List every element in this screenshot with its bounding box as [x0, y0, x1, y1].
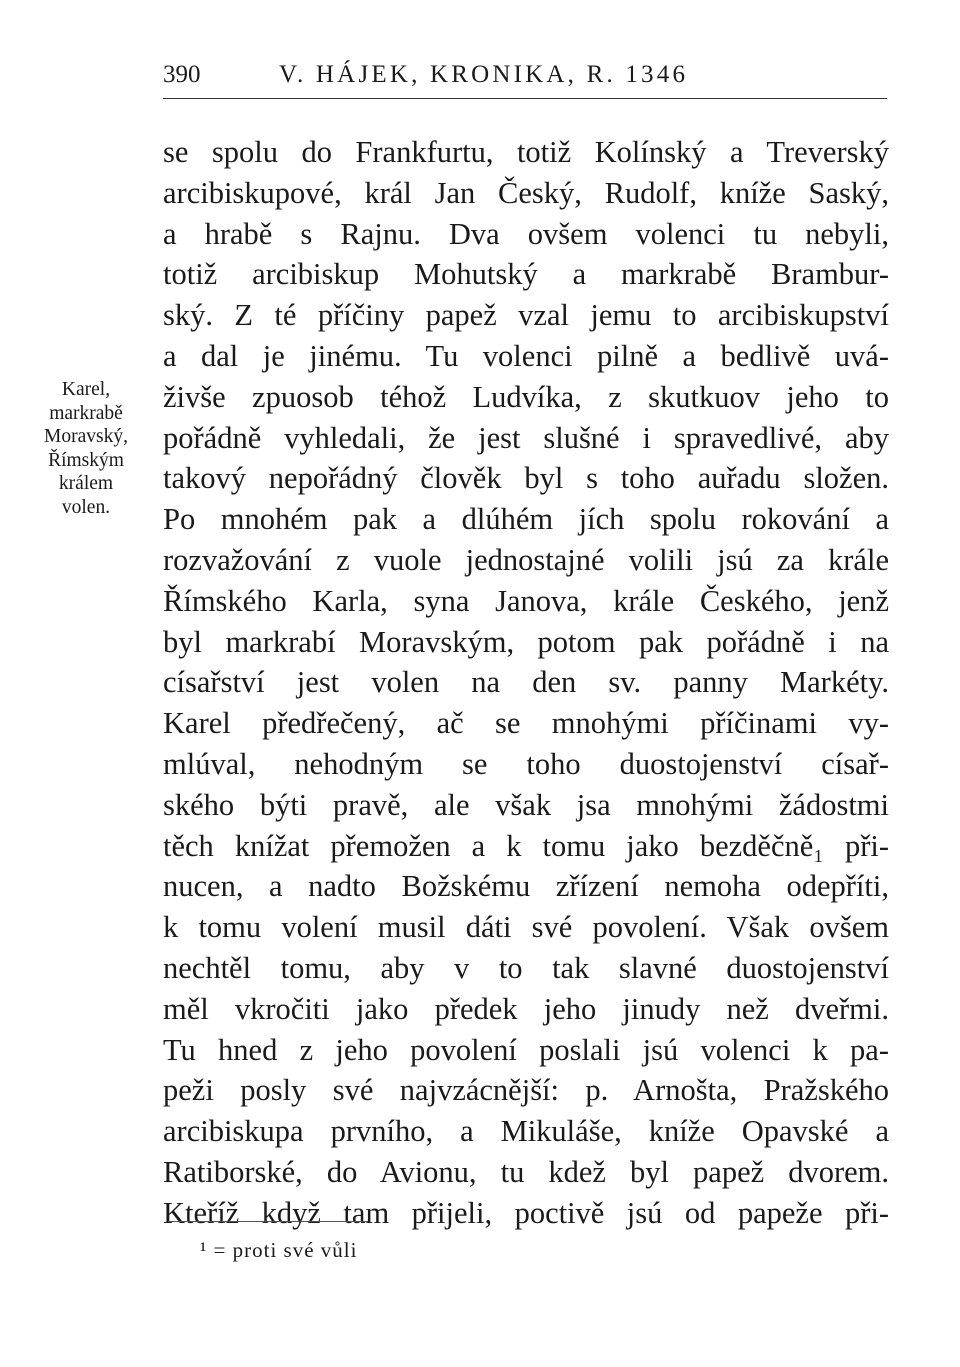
running-header — [163, 58, 887, 99]
margin-note-line: králem — [58, 473, 114, 494]
text-line: peži posly své najvzácnější: p. Arnošta, Pražského — [163, 1073, 889, 1108]
text-line: rozvažování z vuole jednostajné volili jsú za krále — [163, 542, 889, 577]
margin-note-line: volen. — [61, 496, 111, 518]
page-number: 390 — [163, 61, 201, 88]
text-line: k tomu volení musil dáti své povolení. Však ovšem — [163, 910, 889, 945]
text-line: Tu hned z jeho povolení poslali jsú volenci k pa- — [163, 1032, 889, 1067]
body-text — [163, 132, 889, 1234]
footnote: ¹ = proti své vůli — [200, 1238, 358, 1262]
footnote-divider — [168, 1221, 368, 1222]
text-line: arcibiskupové, král Jan Český, Rudolf, kníže Saský, — [163, 175, 889, 210]
text-line: mlúval, nehodným se toho duostojenství císař- — [163, 746, 889, 781]
margin-note-line: Karel, — [61, 379, 111, 400]
text-line: se spolu do Frankfurtu, totiž Kolínský a Treverský — [163, 135, 889, 169]
text-line: totiž arcibiskup Mohutský a markrabě Brambur- — [163, 257, 889, 292]
text-line: těch knížat přemožen a k tomu jako bezděčně₁ při- — [163, 828, 889, 863]
text-line: nechtěl tomu, aby v to tak slavné duostojenství — [163, 950, 889, 985]
margin-note-line: Římským — [48, 449, 124, 471]
text-line: císařství jest volen na den sv. panny Markéty. — [163, 665, 889, 700]
text-line: nucen, a nadto Božskému zřízení nemoha odepříti, — [163, 869, 889, 904]
text-line: Kteříž když tam přijeli, poctivě jsú od papeže při- — [163, 1195, 889, 1230]
text-line: živše zpuosob téhož Ludvíka, z skutkuov jeho to — [163, 379, 889, 414]
margin-note-line: Moravský, — [44, 426, 128, 447]
text-line: a hrabě s Rajnu. Dva ovšem volenci tu nebyli, — [163, 216, 889, 251]
text-line: takový nepořádný člověk byl s toho auřadu složen. — [163, 461, 889, 496]
text-line: byl markrabí Moravským, potom pak pořádně i na — [163, 624, 889, 659]
text-line: ského býti pravě, ale však jsa mnohými žádostmi — [163, 787, 889, 822]
running-title: V. HÁJEK, KRONIKA, R. 1346 — [279, 61, 689, 88]
text-line: a dal je jinému. Tu volenci pilně a bedlivě uvá- — [163, 338, 889, 373]
text-line: Římského Karla, syna Janova, krále Českého, jenž — [163, 583, 889, 618]
text-line: ský. Z té příčiny papež vzal jemu to arcibiskupství — [163, 298, 889, 333]
text-line: Po mnohém pak a dlúhém jích spolu rokování a — [163, 502, 889, 537]
text-line: arcibiskupa prvního, a Mikuláše, kníže Opavské a — [163, 1114, 889, 1149]
margin-note-line: markrabě — [49, 402, 123, 424]
text-line: Karel předřečený, ač se mnohými příčinami vy- — [163, 706, 889, 741]
margin-note — [20, 378, 152, 519]
text-line: měl vkročiti jako předek jeho jinudy než dveřmi. — [163, 991, 889, 1026]
text-line: Ratiborské, do Avionu, tu kdež byl papež dvorem. — [163, 1154, 889, 1189]
text-line: pořádně vyhledali, že jest slušné i spravedlivé, aby — [163, 420, 889, 455]
